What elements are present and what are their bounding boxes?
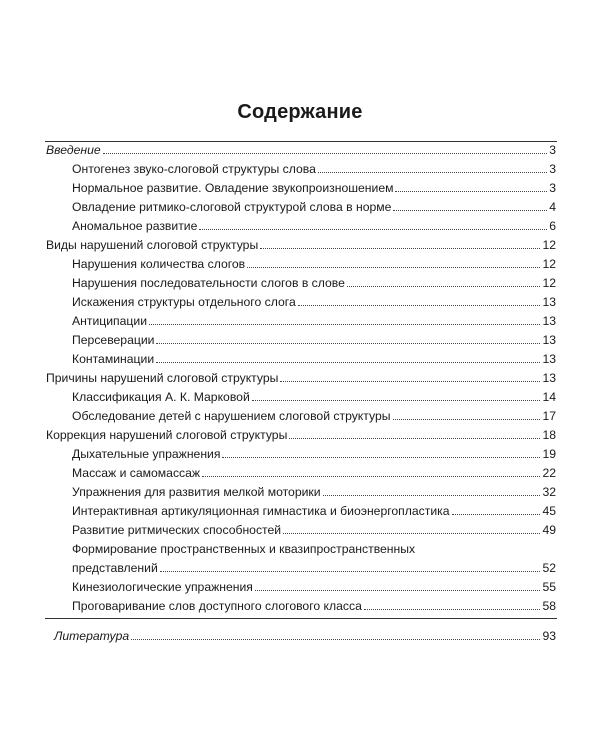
toc-entry-title: Овладение ритмико-слоговой структурой слова в норме [72,200,392,214]
dot-leader [247,257,540,268]
toc-entry-page: 13 [542,333,556,347]
dot-leader [255,580,541,591]
toc-entry-title: Аномальное развитие [72,219,198,233]
dot-leader [347,276,541,287]
toc-entry-page: 45 [542,504,556,518]
dot-leader [103,143,548,154]
toc-entry[interactable] [72,251,556,271]
toc-entry-section[interactable] [46,422,556,442]
toc-entry[interactable] [72,441,556,461]
toc-entry-title: Причины нарушений слоговой структуры [46,371,279,385]
toc-entry-title: Виды нарушений слоговой структуры [46,238,259,252]
dot-leader [131,629,540,640]
toc-entry-title: Нарушения последовательности слогов в слове [72,276,345,290]
toc-entry-page: 3 [549,143,556,157]
dot-leader [156,333,540,344]
toc-entry-page: 93 [542,629,556,643]
dot-leader [283,523,540,534]
toc-entry[interactable] [72,289,556,309]
toc-entry-title: Нарушения количества слогов [72,257,246,271]
toc-entry-page: 55 [542,580,556,594]
toc-entry-page: 3 [549,181,556,195]
dot-leader [289,428,540,439]
toc-entry-page: 22 [542,466,556,480]
toc-entry-title: Нормальное развитие. Овладение звукопроизношением [72,181,394,195]
toc-entry-title: Введение [46,143,101,157]
toc-entry[interactable] [72,460,556,480]
toc-entry-page: 13 [542,295,556,309]
toc-entry-page: 12 [542,276,556,290]
toc-entry-title: Литература [54,629,130,643]
toc-entry-title: Массаж и самомассаж [72,466,201,480]
toc-entry-title: Развитие ритмических способностей [72,523,282,537]
toc-entry[interactable] [72,555,556,575]
dot-leader [160,561,541,572]
dot-leader [323,485,541,496]
toc-entry-title: Онтогенез звуко-слоговой структуры слова [72,162,316,176]
toc-entry[interactable] [72,270,556,290]
dot-leader [149,314,540,325]
toc-entry-page: 52 [542,561,556,575]
toc-entry-title: Обследование детей с нарушением слоговой структуры [72,409,391,423]
toc-entry-title: Искажения структуры отдельного слога [72,295,296,309]
toc-entry[interactable] [72,194,556,214]
toc-entry[interactable] [72,327,556,347]
toc-entry-page: 4 [549,200,556,214]
dot-leader [364,599,541,610]
toc-entry-page: 17 [542,409,556,423]
toc-entry[interactable] [72,479,556,499]
toc-entry-section[interactable] [46,232,556,252]
toc-entry-title: Контаминации [72,352,155,366]
toc-entry-title: Проговаривание слов доступного слогового класса [72,599,362,613]
toc-entry[interactable] [72,384,556,404]
toc-entry-title: Антиципации [72,314,148,328]
dot-leader [298,295,541,306]
toc-entry-title: Упражнения для развития мелкой моторики [72,485,321,499]
toc-entry-page: 13 [542,352,556,366]
dot-leader [199,219,547,230]
toc-entry-title: Классификация А. К. Марковой [72,390,250,404]
toc-entry-page: 58 [542,599,556,613]
dot-leader [252,390,541,401]
toc-entry[interactable] [72,308,556,328]
toc-entry[interactable] [72,213,556,233]
toc-entry-title-line1[interactable]: Формирование пространственных и квазипространственных [72,542,416,556]
toc-entry-page: 19 [542,447,556,461]
toc-entry-page: 6 [549,219,556,233]
toc-entry[interactable] [72,403,556,423]
dot-leader [222,447,540,458]
toc-entry-page: 32 [542,485,556,499]
dot-leader [156,352,540,363]
page-title: Содержание [237,101,363,123]
toc-entry[interactable] [72,156,556,176]
toc-entry-section[interactable] [46,365,556,385]
toc-entry-page: 12 [542,257,556,271]
toc-entry-title: Кинезиологические упражнения [72,580,253,594]
toc-entry-title: Персеверации [72,333,155,347]
toc-entry[interactable] [72,593,556,613]
dot-leader [393,200,547,211]
dot-leader [202,466,540,477]
dot-leader [280,371,540,382]
toc-entry[interactable] [72,498,556,518]
toc-entry-page: 13 [542,314,556,328]
toc-entry-title: представлений [72,561,158,575]
toc-entry-page: 12 [542,238,556,252]
dot-leader [260,238,540,249]
toc-entry-page: 3 [549,162,556,176]
dot-leader [318,162,547,173]
dot-leader [395,181,547,192]
toc-entry[interactable] [72,574,556,594]
dot-leader [452,504,541,515]
dot-leader [393,409,541,420]
toc-entry-introduction[interactable] [46,137,556,157]
toc-entry-title: Коррекция нарушений слоговой структуры [46,428,288,442]
toc-entry-page: 13 [542,371,556,385]
bottom-rule [45,618,557,619]
toc-entry[interactable] [72,175,556,195]
toc-entry-page: 18 [542,428,556,442]
toc-entry-literature[interactable] [54,623,556,643]
toc-entry-page: 14 [542,390,556,404]
toc-entry[interactable] [72,517,556,537]
toc-entry-title: Интерактивная артикуляционная гимнастика и биоэнергопластика [72,504,450,518]
toc-entry-page: 49 [542,523,556,537]
toc-entry-title: Дыхательные упражнения [72,447,221,461]
toc-entry[interactable] [72,346,556,366]
